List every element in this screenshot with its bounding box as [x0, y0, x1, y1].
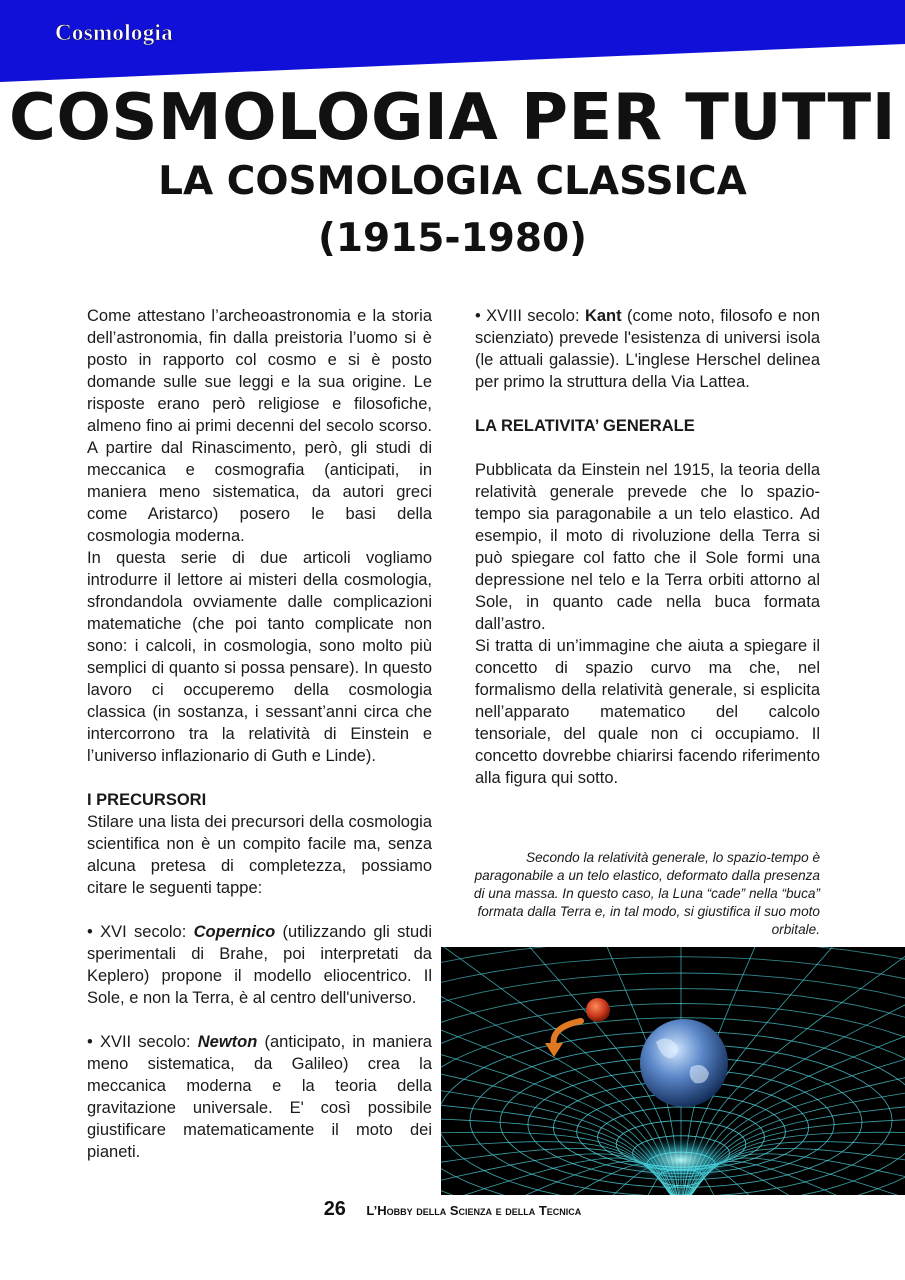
section-label: Cosmologia — [55, 20, 173, 45]
list-item-xvii — [87, 1031, 432, 1163]
right-column — [475, 305, 820, 789]
heading-precursori: I PRECURSORI — [87, 791, 207, 809]
relativita-paragraph-2: Si tratta di un’immagine che aiuta a spiegare il concetto di spazio curvo ma che, nel formalismo della relatività generale, si esplicita nell’apparato matematico del calcolo tensoriale, del quale non ci occupiamo. Il concetto dovrebbe chiarirsi facendo riferimento alla figura qui sotto. — [475, 637, 820, 787]
list-item-xviii-prefix: • XVIII secolo: — [475, 307, 585, 325]
gravity-well-glow — [623, 1136, 739, 1184]
spacetime-illustration — [441, 947, 905, 1195]
list-item-xvii-prefix: • XVII secolo: — [87, 1033, 198, 1051]
list-item-xvi-text: (utilizzando gli studi sperimentali di Brahe, poi interpretati da Keplero) propone il modello eliocentrico. Il Sole, e non la Terra, è al centro dell'universo. — [87, 923, 433, 1007]
list-item-xviii-text: (come noto, filosofo e non scienziato) prevede l'esistenza di universi isola (le attuali galassie). L'inglese Herschel delinea per primo la struttura della Via Lattea. — [475, 307, 820, 391]
page-subtitle — [0, 153, 905, 267]
left-column — [87, 305, 432, 1163]
relativita-paragraph-1: Pubblicata da Einstein nel 1915, la teoria della relatività generale prevede che lo spazio-tempo sia paragonabile a un telo elastico. Ad esempio, il moto di rivoluzione della Terra si può spiegare col fatto che il Sole formi una depressione nel telo e la Terra orbiti attorno al Sole, in quanto cade nella buca formata dall’astro. — [475, 461, 820, 633]
page-title: COSMOLOGIA PER TUTTI — [8, 81, 897, 155]
page-number: 26 — [323, 1198, 346, 1220]
moon-sphere — [586, 998, 610, 1022]
name-newton: Newton — [197, 1033, 258, 1051]
list-item-xvi-prefix: • XVI secolo: — [87, 923, 194, 941]
figure-caption: Secondo la relatività generale, lo spazio-tempo è paragonabile a un telo elastico, deformato dalla presenza di una massa. In questo caso, la Luna “cade” nella “buca” formata dalla Terra e, in tal modo, si giustifica il suo moto orbitale. — [473, 850, 820, 937]
magazine-name: L’Hobby della Scienza e della Tecnica — [366, 1203, 582, 1218]
page-footer — [0, 1198, 905, 1221]
subtitle-line-1: LA COSMOLOGIA CLASSICA — [158, 159, 747, 204]
intro-paragraph-2: In questa serie di due articoli vogliamo introdurre il lettore ai misteri della cosmologia, sfrondandola ovviamente dalle complicazioni matematiche (che poi tanto complicate non sono: i calcoli, in cosmologia, sono molto più semplici di quanto si possa pensare). In questo lavoro ci occuperemo della cosmologia classica (in sostanza, i sessant’anni circa che intercorrono tra la relatività di Einstein e l’universo inflazionario di Guth e Linde). — [87, 549, 432, 765]
heading-relativita: LA RELATIVITA’ GENERALE — [475, 417, 695, 435]
intro-paragraph-1: Come attestano l’archeoastronomia e la storia dell’astronomia, fin dalla preistoria l’uomo si è posto in rapporto col cosmo e si è posto domande sulle sue leggi e la sua origine. Le risposte erano però religiose e filosofiche, almeno fino ai primi decenni del secolo scorso. A partire dal Rinascimento, però, gli studi di meccanica e cosmografia (anticipati, in maniera meno sistematica, da autori greci come Aristarco) posero le basi della cosmologia moderna. — [87, 307, 432, 545]
name-kant: Kant — [584, 307, 622, 325]
spacetime-figure — [441, 947, 905, 1195]
list-item-xvi — [87, 921, 432, 1009]
name-copernico: Copernico — [193, 923, 276, 941]
precursori-paragraph: Stilare una lista dei precursori della cosmologia scientifica non è un compito facile ma, senza alcuna pretesa di completezza, possiamo citare le seguenti tappe: — [87, 813, 432, 897]
earth-sphere — [640, 1019, 728, 1107]
subtitle-line-2: (1915-1980) — [318, 216, 587, 261]
list-item-xviii — [475, 305, 820, 393]
list-item-xvii-text: (anticipato, in maniera meno sistematica, da Galileo) crea la meccanica moderna e la teoria della gravitazione universale. E' così possibile giustificare matematicamente il moto dei pianeti. — [87, 1033, 432, 1161]
